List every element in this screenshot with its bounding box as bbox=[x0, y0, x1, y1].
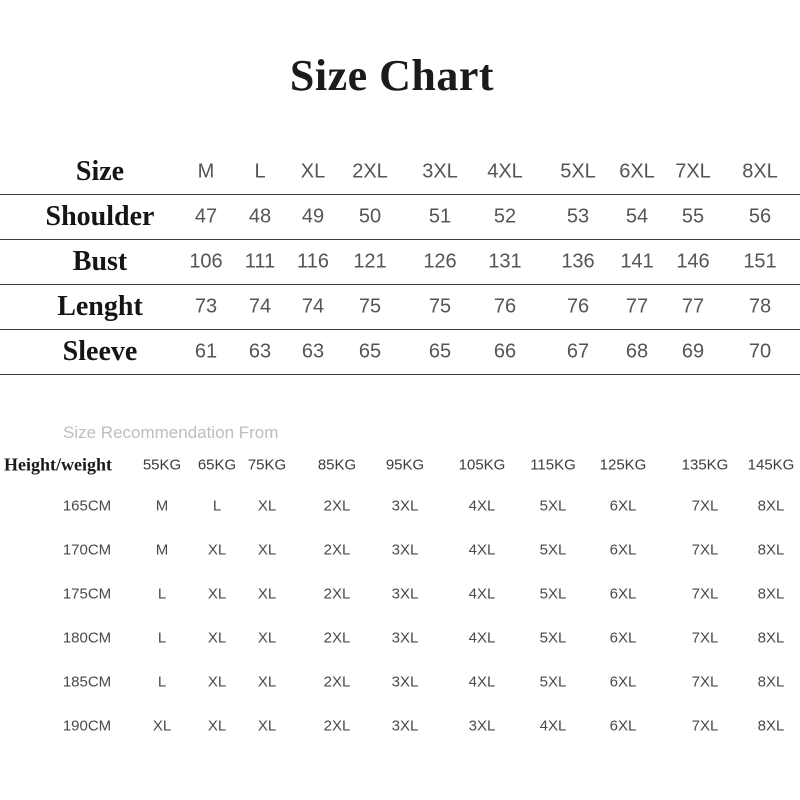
weight-header-cell: 125KG bbox=[599, 456, 647, 474]
size-table-cell: 75 bbox=[428, 295, 452, 318]
size-table-cell: 55 bbox=[681, 205, 705, 228]
size-table-row bbox=[0, 285, 800, 330]
recommended-size-cell: 2XL bbox=[323, 673, 351, 691]
size-table-cell: 54 bbox=[625, 205, 649, 228]
recommended-size-cell: 4XL bbox=[468, 541, 496, 559]
recommended-size-cell: 3XL bbox=[391, 629, 419, 647]
size-table-cell: 77 bbox=[681, 295, 705, 318]
recommended-size-cell: 8XL bbox=[757, 629, 785, 647]
size-table-cell: 68 bbox=[625, 340, 649, 363]
size-table-cell: 65 bbox=[428, 340, 452, 363]
size-table-cell: 65 bbox=[358, 340, 382, 363]
recommended-size-cell: 8XL bbox=[757, 673, 785, 691]
size-table-cell: 116 bbox=[297, 250, 329, 273]
size-row-label: Sleeve bbox=[62, 336, 138, 367]
page-title: Size Chart bbox=[289, 51, 495, 100]
size-table-cell: 8XL bbox=[742, 160, 778, 183]
size-row-label: Bust bbox=[72, 246, 128, 277]
weight-header-cell: 145KG bbox=[747, 456, 795, 474]
recommended-size-cell: 8XL bbox=[757, 497, 785, 515]
recommended-size-cell: L bbox=[157, 673, 167, 691]
size-table-cell: 63 bbox=[248, 340, 272, 363]
size-row-label: Shoulder bbox=[45, 201, 155, 232]
recommended-size-cell: XL bbox=[207, 541, 227, 559]
recommended-size-cell: XL bbox=[257, 541, 277, 559]
size-table-cell: 61 bbox=[194, 340, 218, 363]
recommended-size-cell: XL bbox=[257, 497, 277, 515]
recommendation-row bbox=[0, 660, 800, 704]
recommended-size-cell: 4XL bbox=[468, 497, 496, 515]
recommended-size-cell: 5XL bbox=[539, 673, 567, 691]
weight-header-cell: 95KG bbox=[385, 456, 425, 474]
size-table-cell: 47 bbox=[194, 205, 218, 228]
recommended-size-cell: 7XL bbox=[691, 717, 719, 735]
recommended-size-cell: 8XL bbox=[757, 541, 785, 559]
recommended-size-cell: 5XL bbox=[539, 541, 567, 559]
recommended-size-cell: 6XL bbox=[609, 717, 637, 735]
size-table-cell: 106 bbox=[189, 250, 223, 273]
recommended-size-cell: 2XL bbox=[323, 717, 351, 735]
size-table-cell: 53 bbox=[566, 205, 590, 228]
size-table-cell: L bbox=[254, 160, 266, 183]
recommendation-row bbox=[0, 484, 800, 528]
recommended-size-cell: L bbox=[157, 629, 167, 647]
size-table-cell: 51 bbox=[428, 205, 452, 228]
size-table-row bbox=[0, 150, 800, 195]
recommended-size-cell: 4XL bbox=[539, 717, 567, 735]
recommended-size-cell: 4XL bbox=[468, 585, 496, 603]
size-row-label: Lenght bbox=[57, 291, 143, 322]
size-table-cell: XL bbox=[300, 160, 326, 183]
recommended-size-cell: 2XL bbox=[323, 541, 351, 559]
weight-header-cell: 65KG bbox=[197, 456, 237, 474]
recommended-size-cell: 8XL bbox=[757, 717, 785, 735]
size-table-cell: 52 bbox=[493, 205, 517, 228]
recommended-size-cell: 7XL bbox=[691, 497, 719, 515]
recommendation-title: Size Recommendation From bbox=[63, 423, 279, 442]
recommended-size-cell: 6XL bbox=[609, 629, 637, 647]
height-label: 175CM bbox=[62, 585, 112, 603]
recommendation-header-row bbox=[0, 446, 800, 484]
size-table-row bbox=[0, 330, 800, 375]
recommended-size-cell: L bbox=[212, 497, 222, 515]
size-table-cell: 136 bbox=[561, 250, 595, 273]
height-label: 165CM bbox=[62, 497, 112, 515]
size-table-cell: 131 bbox=[488, 250, 522, 273]
size-table-cell: 141 bbox=[620, 250, 654, 273]
size-chart-table bbox=[0, 150, 800, 375]
size-table-cell: 76 bbox=[493, 295, 517, 318]
recommended-size-cell: 6XL bbox=[609, 585, 637, 603]
size-table-cell: 74 bbox=[301, 295, 325, 318]
recommended-size-cell: 3XL bbox=[391, 585, 419, 603]
recommended-size-cell: XL bbox=[207, 717, 227, 735]
recommended-size-cell: XL bbox=[152, 717, 172, 735]
height-weight-label: Height/weight bbox=[4, 454, 112, 475]
recommendation-row bbox=[0, 616, 800, 660]
size-table-row bbox=[0, 195, 800, 240]
recommended-size-cell: 3XL bbox=[391, 717, 419, 735]
size-table-cell: 49 bbox=[301, 205, 325, 228]
recommended-size-cell: 5XL bbox=[539, 629, 567, 647]
recommended-size-cell: XL bbox=[207, 673, 227, 691]
recommended-size-cell: 2XL bbox=[323, 585, 351, 603]
recommended-size-cell: XL bbox=[207, 629, 227, 647]
recommended-size-cell: M bbox=[155, 497, 169, 515]
recommended-size-cell: 5XL bbox=[539, 497, 567, 515]
size-table-cell: 63 bbox=[301, 340, 325, 363]
recommended-size-cell: 6XL bbox=[609, 673, 637, 691]
recommended-size-cell: 7XL bbox=[691, 673, 719, 691]
size-table-cell: 48 bbox=[248, 205, 272, 228]
weight-header-cell: 75KG bbox=[247, 456, 287, 474]
recommended-size-cell: 6XL bbox=[609, 541, 637, 559]
height-label: 190CM bbox=[62, 717, 112, 735]
size-table-cell: 126 bbox=[423, 250, 457, 273]
recommended-size-cell: M bbox=[155, 541, 169, 559]
recommended-size-cell: 5XL bbox=[539, 585, 567, 603]
recommendation-row bbox=[0, 528, 800, 572]
recommended-size-cell: 2XL bbox=[323, 497, 351, 515]
size-table-cell: 73 bbox=[194, 295, 218, 318]
recommended-size-cell: XL bbox=[257, 629, 277, 647]
size-row-label: Size bbox=[75, 156, 125, 187]
recommended-size-cell: 7XL bbox=[691, 585, 719, 603]
size-recommendation-table bbox=[0, 446, 800, 748]
recommendation-row bbox=[0, 572, 800, 616]
recommended-size-cell: 3XL bbox=[391, 497, 419, 515]
size-table-cell: 146 bbox=[676, 250, 710, 273]
size-table-row bbox=[0, 240, 800, 285]
height-label: 185CM bbox=[62, 673, 112, 691]
weight-header-cell: 85KG bbox=[317, 456, 357, 474]
weight-header-cell: 55KG bbox=[142, 456, 182, 474]
size-table-cell: 5XL bbox=[560, 160, 596, 183]
recommended-size-cell: L bbox=[157, 585, 167, 603]
size-table-cell: 121 bbox=[353, 250, 387, 273]
size-table-cell: 78 bbox=[748, 295, 772, 318]
recommended-size-cell: 7XL bbox=[691, 629, 719, 647]
size-table-cell: 4XL bbox=[487, 160, 523, 183]
recommended-size-cell: 3XL bbox=[391, 541, 419, 559]
recommendation-row bbox=[0, 704, 800, 748]
size-table-cell: 67 bbox=[566, 340, 590, 363]
size-table-cell: 69 bbox=[681, 340, 705, 363]
size-table-cell: 56 bbox=[748, 205, 772, 228]
weight-header-cell: 135KG bbox=[681, 456, 729, 474]
height-label: 170CM bbox=[62, 541, 112, 559]
size-table-cell: 3XL bbox=[422, 160, 458, 183]
weight-header-cell: 115KG bbox=[530, 456, 576, 474]
recommended-size-cell: 4XL bbox=[468, 629, 496, 647]
recommended-size-cell: 6XL bbox=[609, 497, 637, 515]
size-table-cell: 76 bbox=[566, 295, 590, 318]
size-table-cell: 2XL bbox=[352, 160, 388, 183]
recommended-size-cell: 2XL bbox=[323, 629, 351, 647]
recommended-size-cell: XL bbox=[207, 585, 227, 603]
size-table-cell: 70 bbox=[748, 340, 772, 363]
recommended-size-cell: 3XL bbox=[468, 717, 496, 735]
size-table-cell: 75 bbox=[358, 295, 382, 318]
size-table-cell: M bbox=[197, 160, 215, 183]
recommended-size-cell: 4XL bbox=[468, 673, 496, 691]
size-table-cell: 7XL bbox=[675, 160, 711, 183]
recommended-size-cell: 3XL bbox=[391, 673, 419, 691]
recommended-size-cell: 8XL bbox=[757, 585, 785, 603]
recommended-size-cell: XL bbox=[257, 673, 277, 691]
size-table-cell: 6XL bbox=[619, 160, 655, 183]
size-table-cell: 111 bbox=[244, 250, 276, 273]
height-label: 180CM bbox=[62, 629, 112, 647]
weight-header-cell: 105KG bbox=[458, 456, 506, 474]
size-table-cell: 77 bbox=[625, 295, 649, 318]
size-table-cell: 66 bbox=[493, 340, 517, 363]
size-table-cell: 74 bbox=[248, 295, 272, 318]
size-table-cell: 50 bbox=[358, 205, 382, 228]
size-table-cell: 151 bbox=[743, 250, 777, 273]
recommended-size-cell: XL bbox=[257, 717, 277, 735]
recommended-size-cell: XL bbox=[257, 585, 277, 603]
recommended-size-cell: 7XL bbox=[691, 541, 719, 559]
